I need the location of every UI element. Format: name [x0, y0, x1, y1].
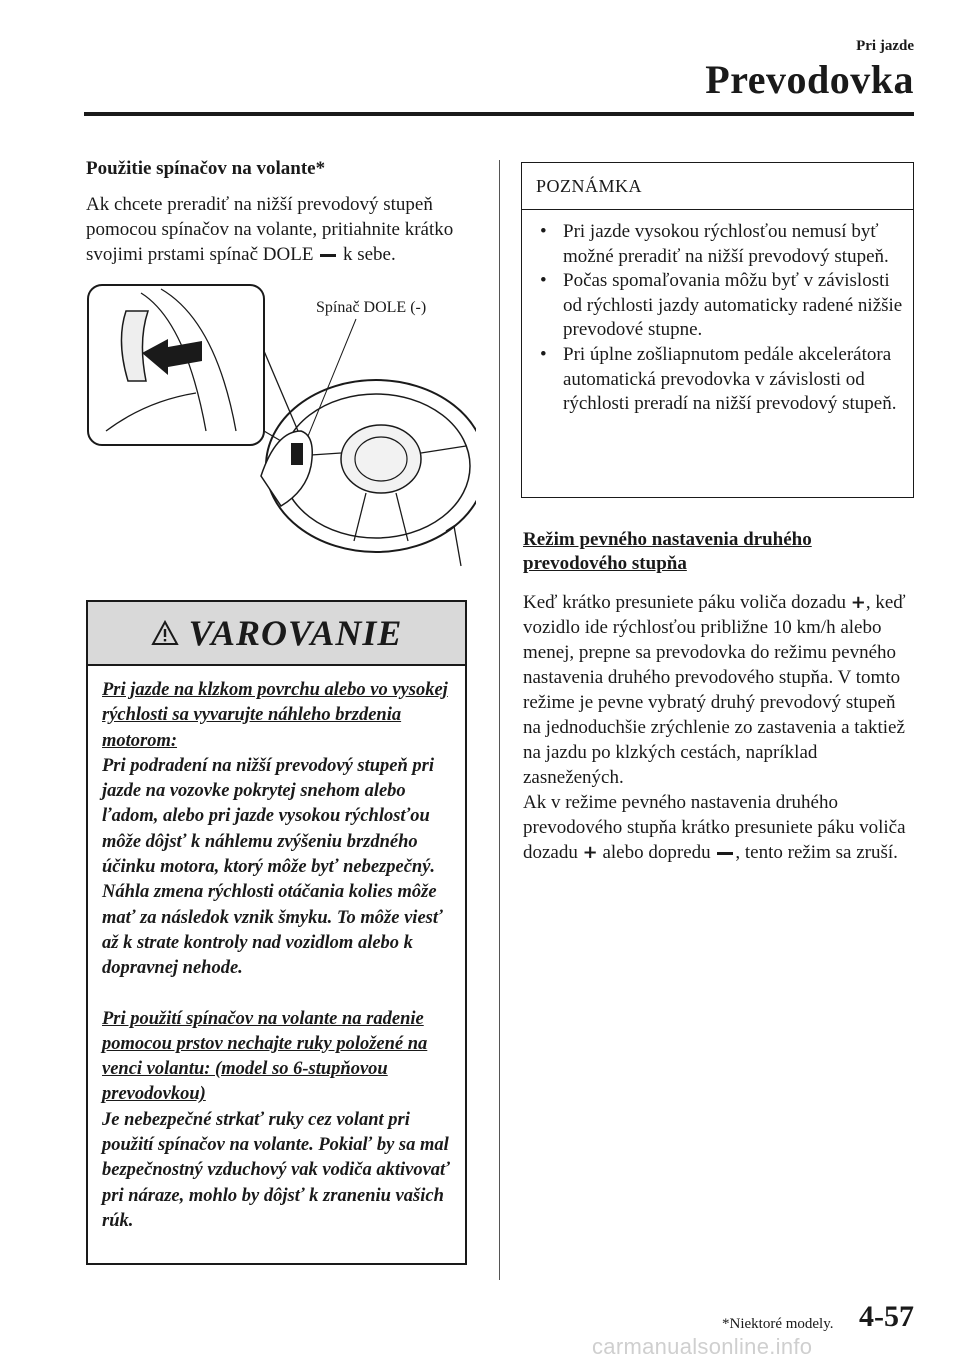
paragraph-2-c: , tento režim sa zruší.: [735, 842, 898, 863]
column-divider: [499, 160, 500, 1280]
plus-symbol-icon: +: [582, 842, 598, 863]
left-column: [86, 158, 486, 571]
footnote: *Niektoré modely.: [722, 1316, 834, 1332]
note-box: [521, 162, 914, 498]
note-item: • Počas spomaľovania môžu byť v závislosti od rýchlosti jazdy automaticky radené nižšie prevodové stupne.: [536, 269, 903, 343]
paragraph-1: [523, 590, 913, 790]
minus-symbol-icon: [320, 254, 336, 257]
intro-text: Ak chcete preradiť na nižší prevodový stupeň pomocou spínačov na volante, pritiahnite krátko svojimi prstami spínač DOLE: [86, 194, 454, 265]
warning-heading-1: Pri jazde na klzkom povrchu alebo vo vysokej rýchlosti sa vyvarujte náhleho brzdenia motorom:: [102, 680, 448, 751]
note-item: • Pri jazde vysokou rýchlosťou nemusí byť možné preradiť na nižší prevodový stupeň.: [536, 220, 903, 269]
figure-label: Spínač DOLE (-): [316, 299, 427, 316]
page-number: 4-57: [859, 1300, 914, 1333]
note-list: [522, 210, 913, 417]
steering-wheel-illustration: [86, 281, 476, 571]
warning-triangle-icon: [151, 620, 179, 646]
header-rule: [84, 112, 914, 116]
intro-paragraph: [86, 192, 486, 267]
right-column: [523, 528, 913, 865]
warning-header: [88, 602, 465, 666]
paragraph-2-a: Ak v režime pevného nastavenia druhého prevodového stupňa krátko presuniete páku voliča dozadu: [523, 792, 906, 863]
warning-heading-2: Pri použití spínačov na volante na radenie pomocou prstov nechajte ruky položené na venci volantu: (model so 6-stupňovou prevodovkou): [102, 1008, 428, 1105]
intro-text-end: k sebe.: [342, 244, 396, 265]
plus-symbol-icon: +: [850, 592, 866, 613]
paragraph-2: [523, 790, 913, 865]
warning-text-2: Je nebezpečné strkať ruky cez volant pri použití spínačov na volante. Pokiaľ by sa mal bezpečnostný vzduchový vak vodiča aktivovať pri náraze, mohlo by dôjsť k zraneniu vašich rúk.: [102, 1109, 450, 1231]
paragraph-2-b: alebo dopredu: [602, 842, 711, 863]
note-item: • Pri úplne zošliapnutom pedále akcelerátora automatická prevodovka v závislosti od rýchlosti preradí na nižší prevodový stupeň.: [536, 343, 903, 417]
warning-title: VAROVANIE: [188, 613, 403, 653]
watermark: carmanualsonline.info: [592, 1334, 813, 1359]
warning-box: [86, 600, 467, 1265]
paragraph-1-b: , keď vozidlo ide rýchlosťou približne 10 km/h alebo menej, prepne sa prevodovka do režimu pevného nastavenia druhého prevodového stupňa. V tomto režime je pevne vybratý druhý prevodový stupeň na jednoduchšie zrýchlenie zo zastavenia a taktiež na jazdu po klzkých cestách, napríklad zasnežených.: [523, 592, 906, 788]
warning-text-1: Pri podradení na nižší prevodový stupeň pri jazde na vozovke pokrytej snehom alebo ľadom, alebo pri jazde vysokou rýchlosťou môže dôjsť k náhlemu zvýšeniu brzdného účinku motora, ktorý môže byť nebezpečný. Náhla zmena rýchlosti otáčania kolies môže mať za následok vznik šmyku. To môže viesť až k strate kontroly nad vozidlom alebo k dopravnej nehode.: [102, 755, 443, 979]
page-title: Prevodovka: [705, 57, 914, 102]
header-section: Pri jazde: [856, 38, 914, 54]
warning-body: [88, 666, 465, 1234]
minus-symbol-icon: [717, 852, 733, 855]
subsection-title: Režim pevného nastavenia druhého prevodového stupňa: [523, 529, 812, 574]
note-title: POZNÁMKA: [522, 163, 913, 210]
section-title: Použitie spínačov na volante*: [86, 158, 326, 179]
steering-wheel-drawing: [86, 281, 476, 571]
paragraph-1-a: Keď krátko presuniete páku voliča dozadu: [523, 592, 847, 613]
